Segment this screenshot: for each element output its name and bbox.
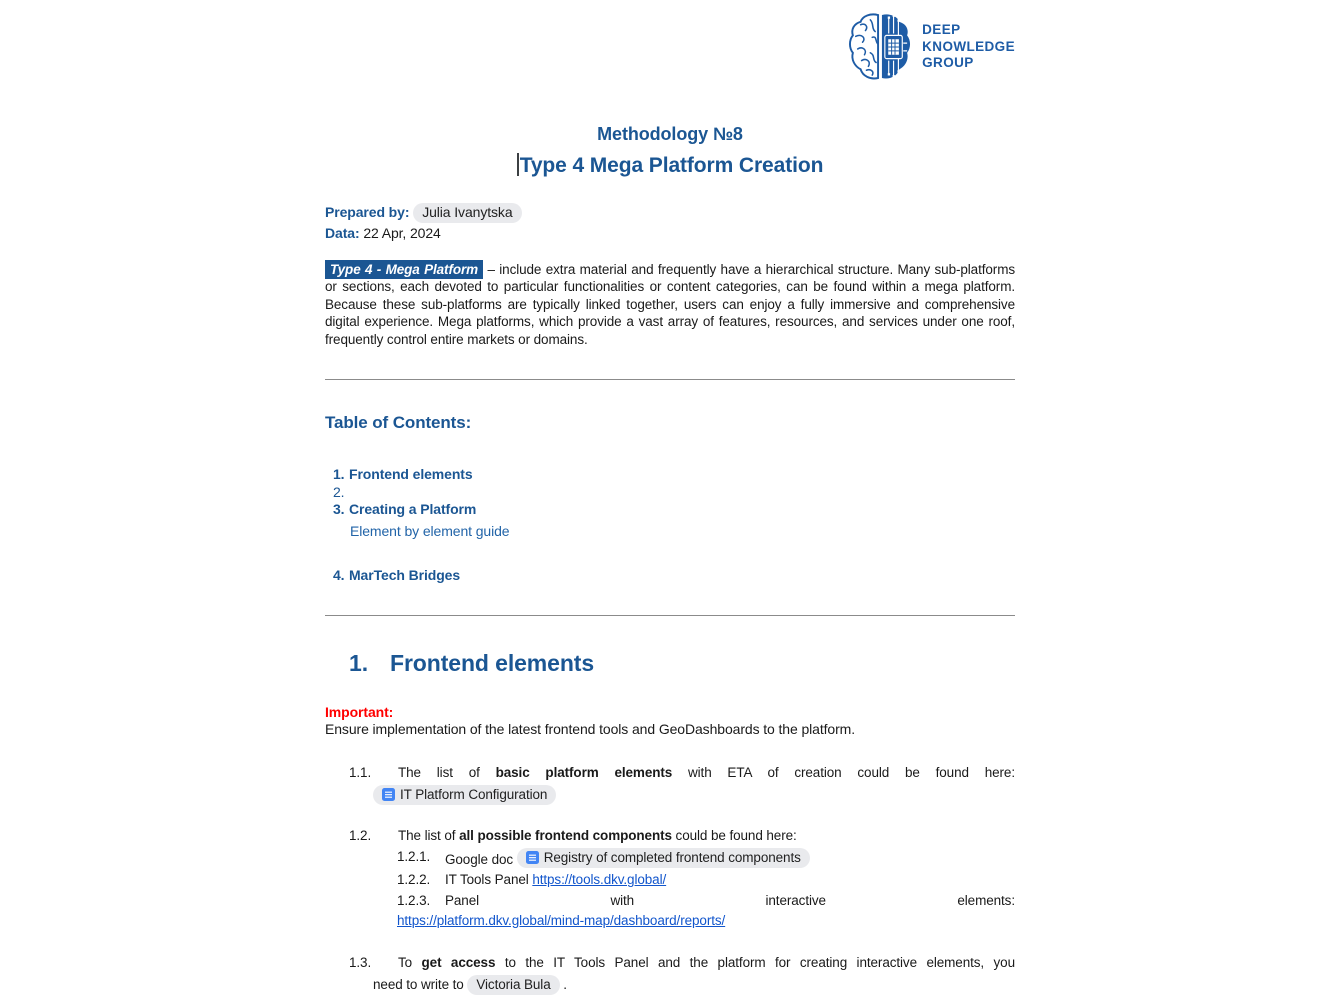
toc-item-frontend-elements[interactable]: [325, 466, 1015, 484]
link-it-tools-panel[interactable]: https://tools.dkv.global/: [532, 872, 667, 888]
text-segment: need to write to: [373, 976, 464, 992]
list-item-number: 1.2.3.: [397, 892, 431, 908]
logo-line: DEEP: [922, 22, 961, 38]
toc-item-2: [325, 484, 1015, 502]
toc-item-label: MarTech Bridges: [349, 567, 461, 584]
prepared-by-label: Prepared by:: [325, 204, 410, 220]
list-item-text: [398, 954, 1015, 972]
intro-paragraph: [325, 261, 1015, 349]
text-segment: to the IT Tools Panel and the platform for creating interactive elements, you: [495, 955, 1015, 971]
list-item-number: 1.2.1.: [397, 848, 431, 864]
company-name: [922, 22, 1015, 72]
company-logo: [849, 12, 1015, 82]
list-item-chip-line: [373, 785, 1015, 806]
toc-item-martech-bridges[interactable]: [325, 567, 1015, 585]
text-segment: IT Tools Panel: [445, 872, 529, 888]
intro-text: – include extra material and frequently have a hierarchical structure. Many sub-platforms or sections, each devoted to particular functionalities or content categories, can be found within a mega platform. Because these sub-platforms are typically linked together, users can enjoy a fully immersive and comprehensive digital experience. Mega platforms, which provide a vast array of features, resources, and services under one roof, frequently control entire markets or domains.: [325, 261, 1015, 347]
toc-item-label: Creating a Platform: [349, 501, 477, 518]
text-segment: with ETA of creation could be found here:: [672, 764, 1015, 780]
divider: [325, 379, 1015, 380]
list-item-1-2: [325, 827, 1015, 845]
date-row: [325, 223, 1015, 244]
important-text: Ensure implementation of the latest frontend tools and GeoDashboards to the platform.: [325, 721, 856, 738]
section-heading: [325, 648, 1015, 678]
list-item-text: [445, 871, 1015, 889]
chip-label: IT Platform Configuration: [400, 786, 548, 802]
toc-item-label: Frontend elements: [349, 466, 473, 483]
doc-title-line2: [325, 152, 1015, 180]
list-item-chip-line: [373, 975, 1015, 995]
toc-subitem-element-guide[interactable]: Element by element guide: [350, 522, 510, 539]
date-label: Data:: [325, 225, 360, 241]
list-item-1-2-2: [325, 871, 1015, 889]
chip-label: Registry of completed frontend components: [543, 849, 801, 865]
text-segment: The list of: [398, 764, 496, 780]
list-item-link-line: [397, 912, 1015, 930]
toc-item-number: 3.: [333, 501, 345, 518]
text-segment: .: [563, 976, 567, 992]
list-item-text: [398, 764, 1015, 782]
highlighted-term: Type 4 - Mega Platform: [325, 260, 483, 279]
person-chip-julia[interactable]: Julia Ivanytska: [413, 203, 521, 223]
document-page: [325, 0, 1015, 995]
list-item-number: 1.3.: [349, 955, 372, 971]
logo-line: KNOWLEDGE: [922, 38, 1015, 54]
list-item-text: [445, 848, 1015, 869]
list-item-1-2-3: [325, 892, 1015, 929]
toc-item-number: 1.: [333, 466, 345, 483]
doc-chip-it-platform-configuration[interactable]: [373, 785, 556, 805]
document-icon: [526, 851, 539, 864]
link-platform-reports[interactable]: https://platform.dkv.global/mind-map/dashboard/reports/: [397, 912, 726, 928]
list-item-1-2-1: [325, 848, 1015, 869]
prepared-by-row: [325, 202, 1015, 223]
doc-title-line2-text: Type 4 Mega Platform Creation: [519, 154, 824, 177]
section-heading-text: Frontend elements: [390, 649, 595, 676]
important-label: Important:: [325, 703, 394, 720]
text-segment-bold: all possible frontend components: [459, 828, 672, 844]
brain-icon: [849, 12, 911, 82]
list-item-1-3: [325, 954, 1015, 995]
logo-line: GROUP: [922, 55, 974, 71]
divider: [325, 615, 1015, 616]
toc-item-creating-a-platform[interactable]: [325, 501, 1015, 519]
toc-item-number: 4.: [333, 567, 345, 584]
list-item-text: [398, 827, 1015, 845]
text-segment: Google doc: [445, 851, 514, 867]
document-icon: [382, 788, 395, 801]
person-chip-victoria[interactable]: Victoria Bula: [467, 975, 559, 995]
toc-title: Table of Contents:: [325, 413, 472, 433]
list-item-number: 1.2.: [349, 828, 372, 844]
list-item-number: 1.2.2.: [397, 872, 431, 888]
text-segment: The list of: [398, 828, 460, 844]
list-item-number: 1.1.: [349, 764, 372, 780]
section-heading-number: 1.: [349, 649, 368, 676]
text-segment-bold: basic platform elements: [495, 764, 673, 780]
doc-chip-registry-frontend-components[interactable]: [517, 848, 810, 868]
text-segment-bold: get access: [421, 955, 496, 971]
doc-title-line1: Methodology №8: [597, 124, 743, 144]
document-meta: [325, 202, 1015, 244]
list-item-text: Panel with interactive elements:: [445, 892, 1015, 908]
text-segment: To: [398, 955, 422, 971]
date-value: 22 Apr, 2024: [363, 225, 441, 241]
toc-item-number: 2.: [333, 483, 345, 500]
text-cursor: [517, 153, 519, 176]
table-of-contents: [325, 466, 1015, 585]
list-item-1-1: [325, 764, 1015, 805]
text-segment: could be found here:: [671, 828, 797, 844]
